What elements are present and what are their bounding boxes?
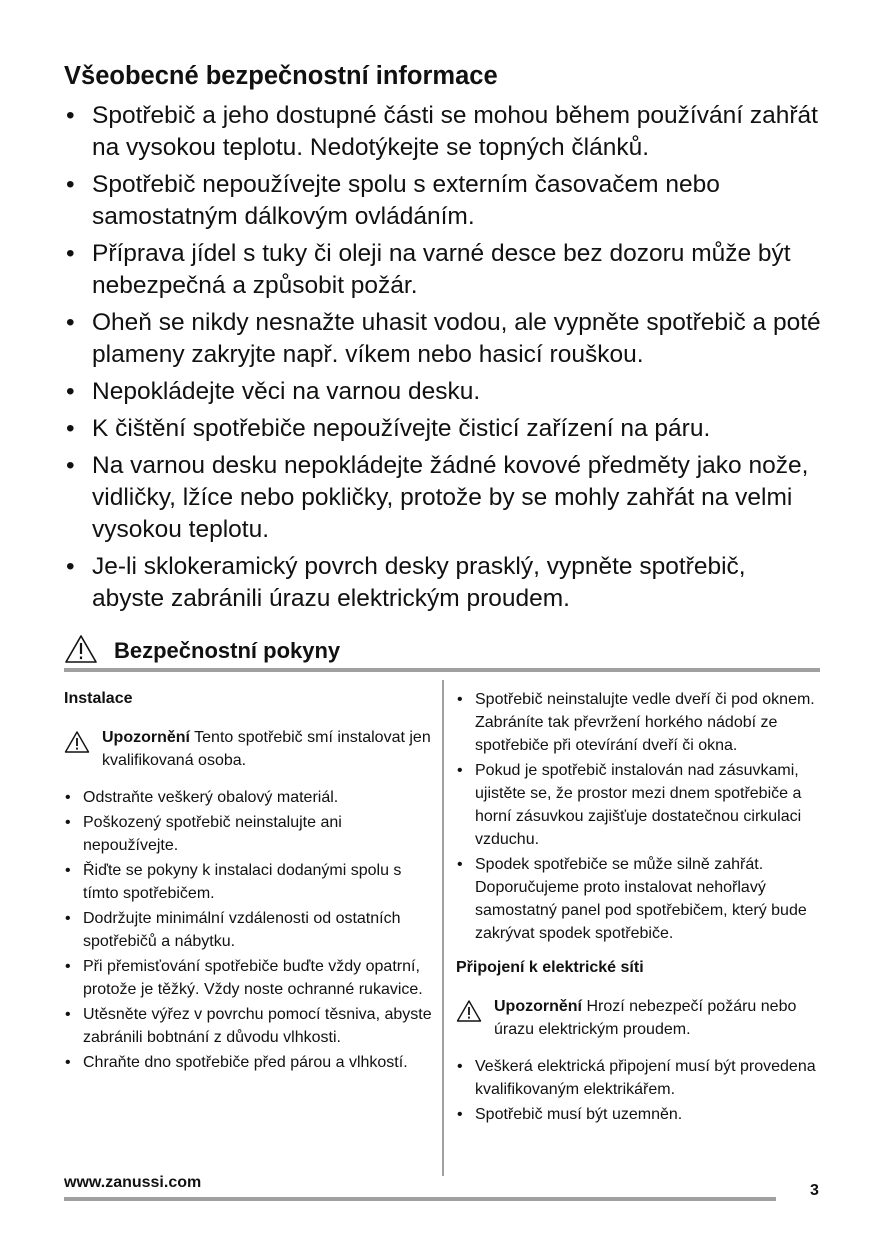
general-safety-title: Všeobecné bezpečnostní informace xyxy=(64,62,498,90)
list-item: • Spotřebič a jeho dostupné části se mohou během používání zahřát na vysokou teplotu. Nedotýkejte se topných článků. xyxy=(64,100,824,164)
list-item: • Při přemisťování spotřebiče buďte vždy opatrní, protože je těžký. Vždy noste ochranné rukavice. xyxy=(64,955,432,1001)
installation-list-left xyxy=(64,786,432,1074)
warning-text: Hrozí nebezpečí požáru nebo úrazu elektrickým proudem. xyxy=(494,998,797,1038)
electrical-connection-heading: Připojení k elektrické síti xyxy=(456,959,644,976)
electrical-warning xyxy=(456,995,826,1041)
installation-warning xyxy=(64,726,432,772)
installation-left-column xyxy=(64,688,432,1076)
warning-label: Upozornění xyxy=(102,729,190,746)
list-item: • Na varnou desku nepokládejte žádné kovové předměty jako nože, vidličky, lžíce nebo pokličky, protože by se mohly zahřát na velmi vysokou teplotu. xyxy=(64,450,824,546)
list-item: • Spodek spotřebiče se může silně zahřát. Doporučujeme proto instalovat nehořlavý samostatný panel pod spotřebičem, který bude zakrývat spodek spotřebiče. xyxy=(456,853,826,945)
list-item: • Spotřebič neinstalujte vedle dveří či pod oknem. Zabráníte tak převržení horkého nádobí ze spotřebiče při otevírání dveří či okna. xyxy=(456,688,826,757)
installation-list-right xyxy=(456,688,826,945)
column-divider xyxy=(442,680,444,1176)
footer-divider xyxy=(64,1197,776,1201)
installation-right-column xyxy=(456,688,826,1128)
list-item: • K čištění spotřebiče nepoužívejte čisticí zařízení na páru. xyxy=(64,413,824,445)
list-item: • Příprava jídel s tuky či oleji na varné desce bez dozoru může být nebezpečná a způsobit požár. xyxy=(64,238,824,302)
general-safety-section xyxy=(64,58,824,620)
list-item: • Spotřebič musí být uzemněn. xyxy=(456,1103,826,1126)
footer-website-link[interactable]: www.zanussi.com xyxy=(64,1174,202,1191)
list-item: • Dodržujte minimální vzdálenosti od ostatních spotřebičů a nábytku. xyxy=(64,907,432,953)
warning-text: Tento spotřebič smí instalovat jen kvalifikovaná osoba. xyxy=(102,729,431,769)
list-item: • Utěsněte výřez v povrchu pomocí těsniva, abyste zabránili bobtnání z důvodu vlhkosti. xyxy=(64,1003,432,1049)
general-safety-list xyxy=(64,100,824,615)
list-item: • Nepokládejte věci na varnou desku. xyxy=(64,376,824,408)
list-item: • Veškerá elektrická připojení musí být provedena kvalifikovaným elektrikářem. xyxy=(456,1055,826,1101)
safety-instructions-header xyxy=(64,632,820,672)
warning-triangle-icon xyxy=(64,730,90,761)
list-item: • Spotřebič nepoužívejte spolu s externím časovačem nebo samostatným dálkovým ovládáním. xyxy=(64,169,824,233)
list-item: • Je-li sklokeramický povrch desky prasklý, vypněte spotřebič, abyste zabránili úrazu elektrickým proudem. xyxy=(64,551,824,615)
page-number: 3 xyxy=(810,1182,819,1199)
list-item: • Odstraňte veškerý obalový materiál. xyxy=(64,786,432,809)
list-item: • Řiďte se pokyny k instalaci dodanými spolu s tímto spotřebičem. xyxy=(64,859,432,905)
installation-heading: Instalace xyxy=(64,690,133,707)
warning-triangle-icon xyxy=(64,634,98,669)
electrical-list xyxy=(456,1055,826,1126)
warning-label: Upozornění xyxy=(494,998,582,1015)
list-item: • Chraňte dno spotřebiče před párou a vlhkostí. xyxy=(64,1051,432,1074)
list-item: • Pokud je spotřebič instalován nad zásuvkami, ujistěte se, že prostor mezi dnem spotřebiče a horní zásuvkou zajišťuje dostatečnou cirkulaci vzduchu. xyxy=(456,759,826,851)
list-item: • Poškozený spotřebič neinstalujte ani nepoužívejte. xyxy=(64,811,432,857)
safety-instructions-title: Bezpečnostní pokyny xyxy=(114,638,341,663)
warning-triangle-icon xyxy=(456,999,482,1030)
list-item: • Oheň se nikdy nesnažte uhasit vodou, ale vypněte spotřebič a poté plameny zakryjte např. víkem nebo hasicí rouškou. xyxy=(64,307,824,371)
